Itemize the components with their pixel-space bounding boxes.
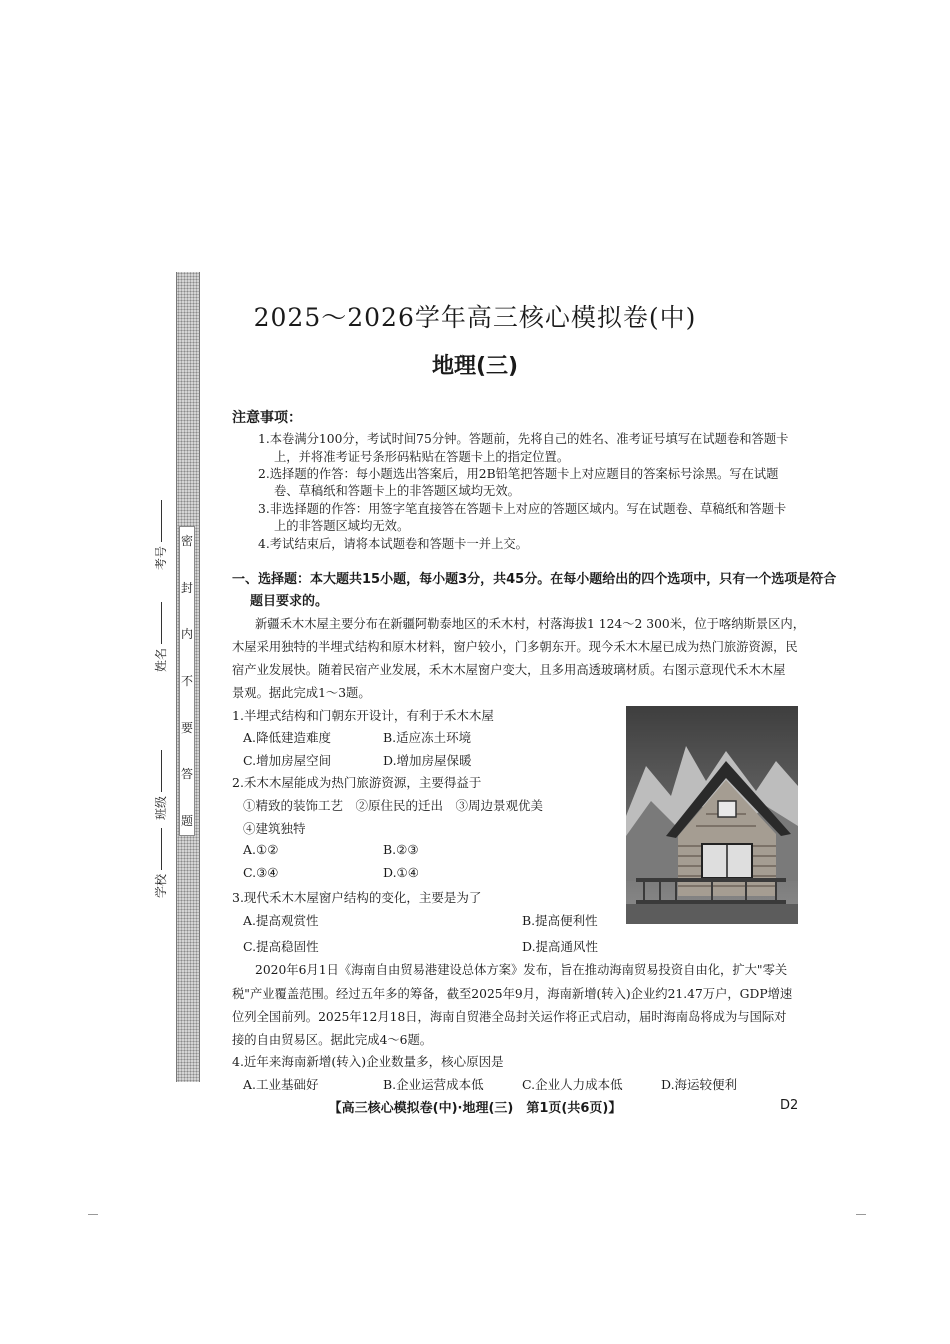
passage-line: 景观。据此完成1～3题。 — [232, 686, 371, 700]
notice-line: 2.选择题的作答：每小题选出答案后，用2B铅笔把答题卡上对应题目的答案标号涂黑。写在试题 — [258, 467, 779, 481]
passage-line: 税"产业覆盖范围。经过五年多的筹备，截至2025年9月，海南新增(转入)企业约21.47万户，GDP增速 — [232, 987, 793, 1001]
name-field[interactable] — [152, 602, 169, 672]
passage-line: 宿产业发展快。随着民宿产业发展，禾木木屋窗户变大，且多用高透玻璃材质。右图示意现代禾木木屋 — [232, 663, 786, 677]
notice-line: 1.本卷满分100分，考试时间75分钟。答题前，先将自己的姓名、准考证号填写在试题卷和答题卡 — [258, 432, 789, 446]
exam-title: 2025～2026学年高三核心模拟卷(中) — [253, 303, 697, 332]
exam-number-field[interactable] — [152, 500, 169, 570]
class-field[interactable] — [152, 750, 169, 820]
seal-char: 要 — [180, 720, 193, 735]
seal-char: 不 — [180, 673, 193, 688]
option-c[interactable]: C.③④ — [243, 865, 279, 880]
option-b[interactable]: B.提高便利性 — [522, 913, 598, 928]
question-items: ①精致的装饰工艺 ②原住民的迁出 ③周边景观优美 — [243, 798, 544, 813]
passage-line: 木屋采用独特的半埋式结构和原木材料，窗户较小，门多朝东开。现今禾木木屋已成为热门旅游资源，民 — [232, 640, 798, 654]
seal-char: 题 — [180, 813, 193, 828]
option-c[interactable]: C.增加房屋空间 — [243, 753, 332, 768]
option-b[interactable]: B.适应冻土环境 — [383, 730, 472, 745]
seal-char: 密 — [180, 534, 193, 548]
seal-char: 封 — [180, 580, 193, 595]
wooden-cabin-photo — [626, 706, 798, 924]
option-d[interactable]: D.①④ — [383, 865, 419, 880]
option-a[interactable]: A.①② — [243, 842, 279, 857]
section-instruction: 一、选择题：本大题共15小题，每小题3分，共45分。在每小题给出的四个选项中，只有一个选项是符合 — [232, 572, 837, 587]
section-instruction: 题目要求的。 — [250, 594, 329, 609]
question-items: ④建筑独特 — [243, 821, 306, 836]
option-d[interactable]: D.增加房屋保暖 — [383, 753, 472, 768]
notice-line: 上，并将准考证号条形码粘贴在答题卡上的指定位置。 — [274, 450, 570, 464]
seal-char: 答 — [180, 767, 193, 782]
option-c[interactable]: C.企业人力成本低 — [522, 1077, 623, 1092]
passage-line: 接的自由贸易区。据此完成4～6题。 — [232, 1033, 433, 1047]
notice-line: 4.考试结束后，请将本试题卷和答题卡一并上交。 — [258, 537, 528, 551]
exam-number-label: 考号 — [154, 545, 168, 570]
notice-line: 上的非答题区域均无效。 — [274, 519, 410, 533]
name-label: 姓名 — [154, 647, 168, 672]
seal-char: 内 — [180, 627, 193, 642]
crop-mark — [88, 1214, 98, 1215]
notice-line: 3.非选择题的作答：用签字笔直接答在答题卡上对应的答题区域内。写在试题卷、草稿纸和答题卡 — [258, 502, 787, 516]
question-stem: 4.近年来海南新增(转入)企业数量多，核心原因是 — [232, 1054, 504, 1069]
option-a[interactable]: A.工业基础好 — [243, 1077, 319, 1092]
option-d[interactable]: D.提高通风性 — [522, 939, 599, 954]
page-footer: 【高三核心模拟卷(中)·地理(三) 第1页(共6页)】 — [328, 1101, 622, 1116]
option-a[interactable]: A.降低建造难度 — [243, 730, 332, 745]
option-a[interactable]: A.提高观赏性 — [243, 913, 319, 928]
school-field[interactable] — [152, 828, 169, 898]
question-stem: 1.半埋式结构和门朝东开设计，有利于禾木木屋 — [232, 708, 494, 723]
paper-code: D2 — [780, 1098, 799, 1113]
option-d[interactable]: D.海运较便利 — [661, 1077, 738, 1092]
option-c[interactable]: C.提高稳固性 — [243, 939, 319, 954]
class-label: 班级 — [154, 795, 168, 820]
crop-mark — [856, 1214, 866, 1215]
passage-line: 位列全国前列。2025年12月18日，海南自贸港全岛封关运作将正式启动，届时海南岛将成为与国际对 — [232, 1010, 787, 1024]
cabin-illustration — [626, 706, 798, 924]
question-stem: 2.禾木木屋能成为热门旅游资源，主要得益于 — [232, 775, 482, 790]
passage-line: 新疆禾木木屋主要分布在新疆阿勒泰地区的禾木村，村落海拔1 124～2 300米，位于喀纳斯景区内， — [255, 617, 805, 631]
seal-warning-box — [179, 526, 195, 836]
passage-line: 2020年6月1日《海南自由贸易港建设总体方案》发布，旨在推动海南贸易投资自由化，扩大"零关 — [255, 963, 788, 977]
notice-line: 卷、草稿纸和答题卡上的非答题区域均无效。 — [274, 484, 520, 498]
school-label: 学校 — [154, 873, 168, 898]
question-stem: 3.现代禾木木屋窗户结构的变化，主要是为了 — [232, 890, 482, 905]
option-b[interactable]: B.②③ — [383, 842, 419, 857]
notice-heading: 注意事项： — [232, 410, 302, 426]
exam-subtitle: 地理(三) — [431, 354, 519, 379]
option-b[interactable]: B.企业运营成本低 — [383, 1077, 484, 1092]
